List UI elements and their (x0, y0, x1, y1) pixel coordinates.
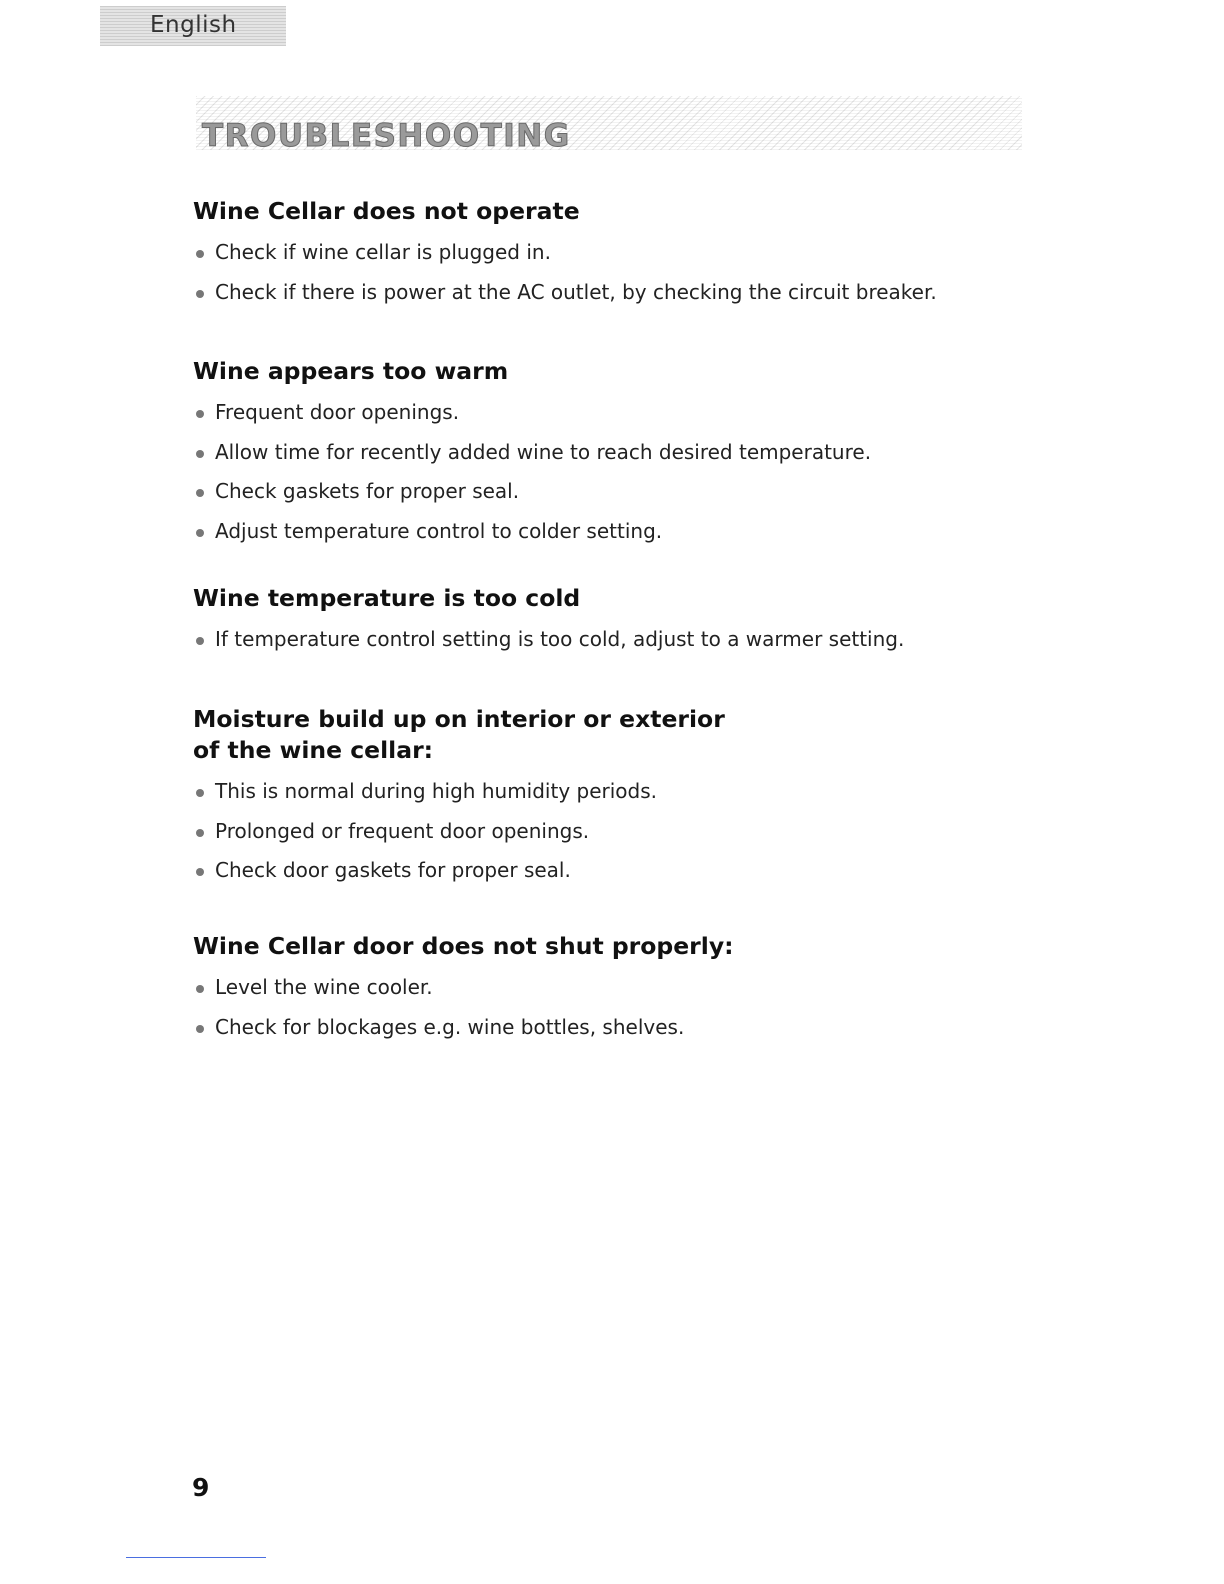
section-heading: Wine Cellar door does not shut properly: (193, 932, 734, 960)
section-door-shut (193, 931, 734, 1047)
bullet-list (193, 393, 871, 551)
language-tab (100, 6, 286, 46)
list-item: This is normal during high humidity periods. (193, 772, 725, 812)
bullet-list (193, 968, 734, 1047)
section-heading-line: Moisture build up on interior or exterior (193, 705, 725, 733)
list-item: Check for blockages e.g. wine bottles, shelves. (193, 1008, 734, 1048)
list-item: If temperature control setting is too cold, adjust to a warmer setting. (193, 620, 904, 660)
section-too-warm (193, 356, 871, 551)
section-heading-line: of the wine cellar: (193, 736, 434, 764)
list-item: Frequent door openings. (193, 393, 871, 433)
list-item: Adjust temperature control to colder setting. (193, 512, 871, 552)
section-heading: Wine appears too warm (193, 357, 509, 385)
section-heading: Wine Cellar does not operate (193, 197, 580, 225)
section-too-cold (193, 583, 904, 660)
list-item: Check gaskets for proper seal. (193, 472, 871, 512)
section-heading: Wine temperature is too cold (193, 584, 581, 612)
bullet-list (193, 620, 904, 660)
bullet-list (193, 772, 725, 891)
title-band (196, 96, 1022, 154)
list-item: Level the wine cooler. (193, 968, 734, 1008)
page-number: 9 (192, 1473, 210, 1502)
list-item: Check if wine cellar is plugged in. (193, 233, 937, 273)
list-item: Check if there is power at the AC outlet, by checking the circuit breaker. (193, 273, 937, 313)
page-title: TROUBLESHOOTING (202, 118, 571, 154)
language-label: English (150, 12, 237, 38)
section-heading (193, 704, 725, 766)
section-moisture (193, 704, 725, 891)
list-item: Check door gaskets for proper seal. (193, 851, 725, 891)
bullet-list (193, 233, 937, 312)
bottom-rule (126, 1557, 266, 1558)
list-item: Allow time for recently added wine to reach desired temperature. (193, 433, 871, 473)
list-item: Prolonged or frequent door openings. (193, 812, 725, 852)
section-does-not-operate (193, 196, 937, 312)
